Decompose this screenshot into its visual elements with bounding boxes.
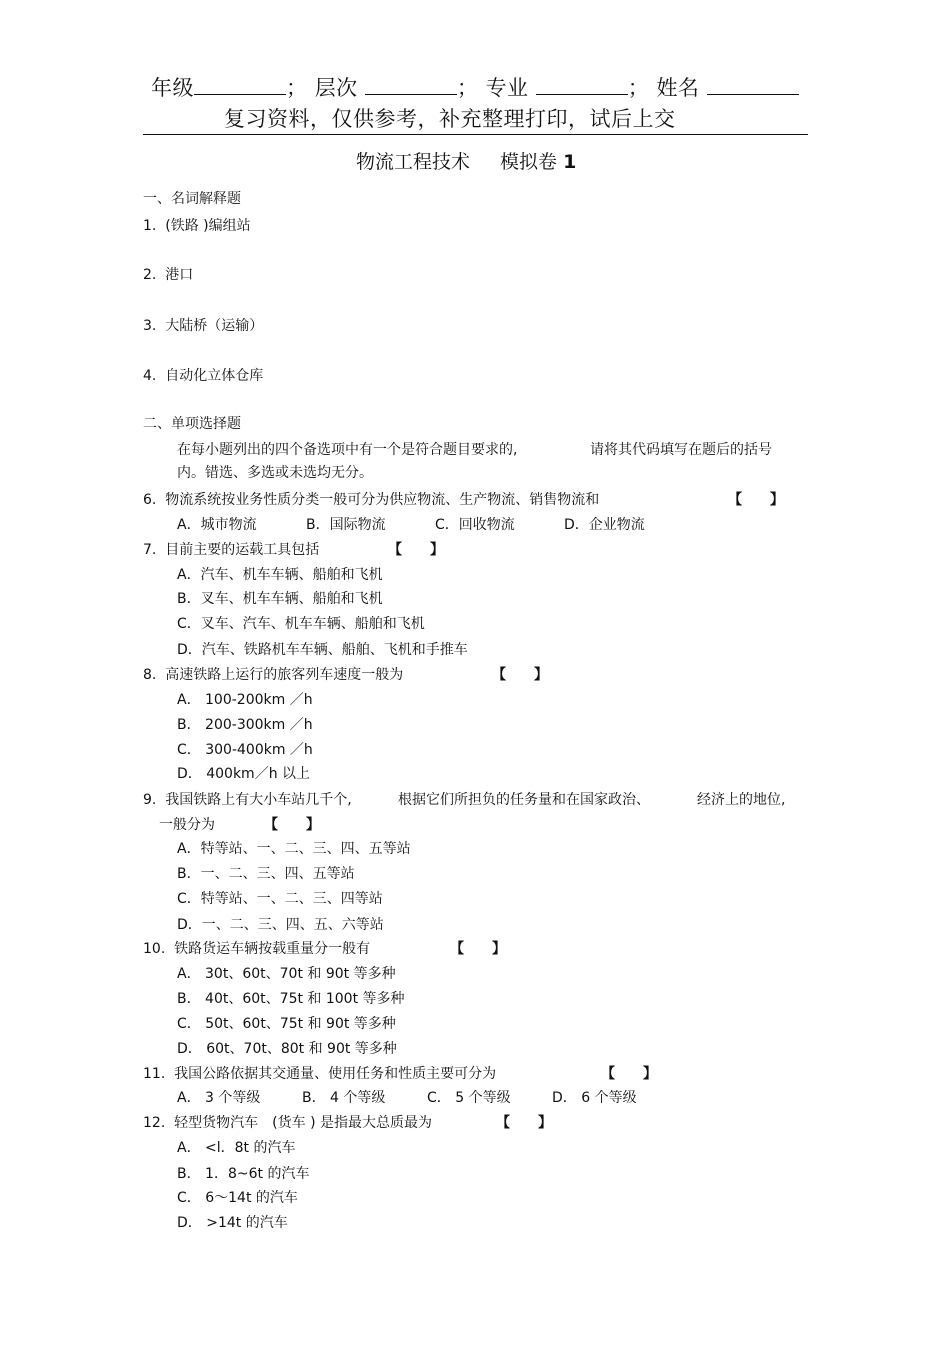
name-label: 姓名	[656, 76, 700, 100]
option-item: D．汽车、铁路机车车辆、船舶、飞机和手推车	[177, 642, 468, 658]
instruction-line-1a: 在每小题列出的四个备选项中有一个是符合题目要求的,	[177, 442, 518, 458]
answer-bracket[interactable]: 【 】	[601, 1066, 657, 1082]
term-item: 1. (铁路 )编组站	[143, 218, 251, 234]
option-item: B．国际物流	[306, 517, 386, 533]
paper-number: 1	[563, 151, 577, 173]
header-note: 复习资料，仅供参考，补充整理打印，试后上交	[224, 107, 676, 131]
answer-bracket[interactable]: 【 】	[264, 817, 320, 833]
question-stem: 9. 我国铁路上有大小车站几千个,	[143, 792, 352, 808]
answer-bracket[interactable]: 【 】	[492, 667, 548, 683]
option-item: D． 6 个等级	[552, 1090, 637, 1106]
option-item: B． 40t、60t、75t 和 100t 等多种	[177, 991, 405, 1007]
question-stem: 11. 我国公路依据其交通量、使用任务和性质主要可分为	[143, 1066, 497, 1082]
option-item: C．回收物流	[435, 517, 515, 533]
grade-blank[interactable]	[194, 76, 286, 95]
instruction-line-2: 内。错选、多选或未选均无分。	[177, 465, 373, 481]
paper-name: 模拟卷	[500, 151, 558, 173]
option-item: A． <l．8t 的汽车	[177, 1140, 296, 1156]
section-2-heading: 二、单项选择题	[143, 416, 241, 432]
option-item: B．一、二、三、四、五等站	[177, 866, 355, 882]
answer-bracket[interactable]: 【 】	[496, 1115, 552, 1131]
name-blank[interactable]	[707, 76, 799, 95]
grade-label: 年级	[151, 76, 194, 100]
option-item: A． 30t、60t、70t 和 90t 等多种	[177, 966, 396, 982]
question-stem-part: 经济上的地位,	[697, 792, 786, 808]
question-stem: 6. 物流系统按业务性质分类一般可分为供应物流、生产物流、销售物流和	[143, 492, 600, 508]
question-stem: 8. 高速铁路上运行的旅客列车速度一般为	[143, 667, 404, 683]
option-item: D． 60t、70t、80t 和 90t 等多种	[177, 1041, 397, 1057]
option-item: C． 6～14t 的汽车	[177, 1190, 298, 1206]
section-1-heading: 一、名词解释题	[143, 191, 241, 207]
option-item: B． 200-300km ／h	[177, 717, 313, 733]
term-item: 3. 大陆桥（运输）	[143, 318, 264, 334]
answer-bracket[interactable]: 【 】	[450, 941, 506, 957]
course-name: 物流工程技术	[356, 151, 471, 173]
option-item: D．一、二、三、四、五、六等站	[177, 917, 384, 933]
option-item: A．特等站、一、二、三、四、五等站	[177, 841, 411, 857]
option-item: A．城市物流	[177, 517, 257, 533]
term-item: 2. 港口	[143, 267, 194, 283]
option-item: C． 300-400km ／h	[177, 742, 313, 758]
question-stem-part: 一般分为	[159, 817, 215, 833]
level-blank[interactable]	[365, 76, 457, 95]
answer-bracket[interactable]: 【 】	[728, 492, 784, 508]
option-item: D． >14t 的汽车	[177, 1215, 288, 1231]
header-divider	[143, 134, 808, 135]
option-item: B． 4 个等级	[302, 1090, 386, 1106]
option-item: C．叉车、汽车、机车车辆、船舶和飞机	[177, 616, 425, 632]
option-item: B．叉车、机车车辆、船舶和飞机	[177, 591, 383, 607]
answer-bracket[interactable]: 【 】	[388, 542, 444, 558]
question-stem: 7. 目前主要的运载工具包括	[143, 542, 320, 558]
option-item: D． 400km／h 以上	[177, 766, 311, 782]
major-label: 专业	[485, 76, 529, 100]
term-item: 4. 自动化立体仓库	[143, 368, 264, 384]
option-item: C． 5 个等级	[427, 1090, 511, 1106]
header-fill-line: 年级 ； 层次 ； 专业 ； 姓名	[151, 72, 799, 102]
option-item: C．特等站、一、二、三、四等站	[177, 891, 383, 907]
option-item: D．企业物流	[564, 517, 645, 533]
question-stem: 12. 轻型货物汽车 (货车 ) 是指最大总质最为	[143, 1115, 432, 1131]
major-blank[interactable]	[536, 76, 628, 95]
option-item: A．汽车、机车车辆、船舶和飞机	[177, 567, 383, 583]
instruction-line-1b: 请将其代码填写在题后的括号	[590, 442, 772, 458]
question-stem: 10. 铁路货运车辆按载重量分一般有	[143, 941, 371, 957]
question-stem-part: 根据它们所担负的任务量和在国家政治、	[398, 792, 650, 808]
option-item: A． 100-200km ／h	[177, 692, 313, 708]
option-item: C． 50t、60t、75t 和 90t 等多种	[177, 1016, 396, 1032]
page-title	[356, 147, 576, 174]
level-label: 层次	[314, 76, 358, 100]
option-item: A． 3 个等级	[177, 1090, 261, 1106]
option-item: B． 1．8~6t 的汽车	[177, 1166, 310, 1182]
